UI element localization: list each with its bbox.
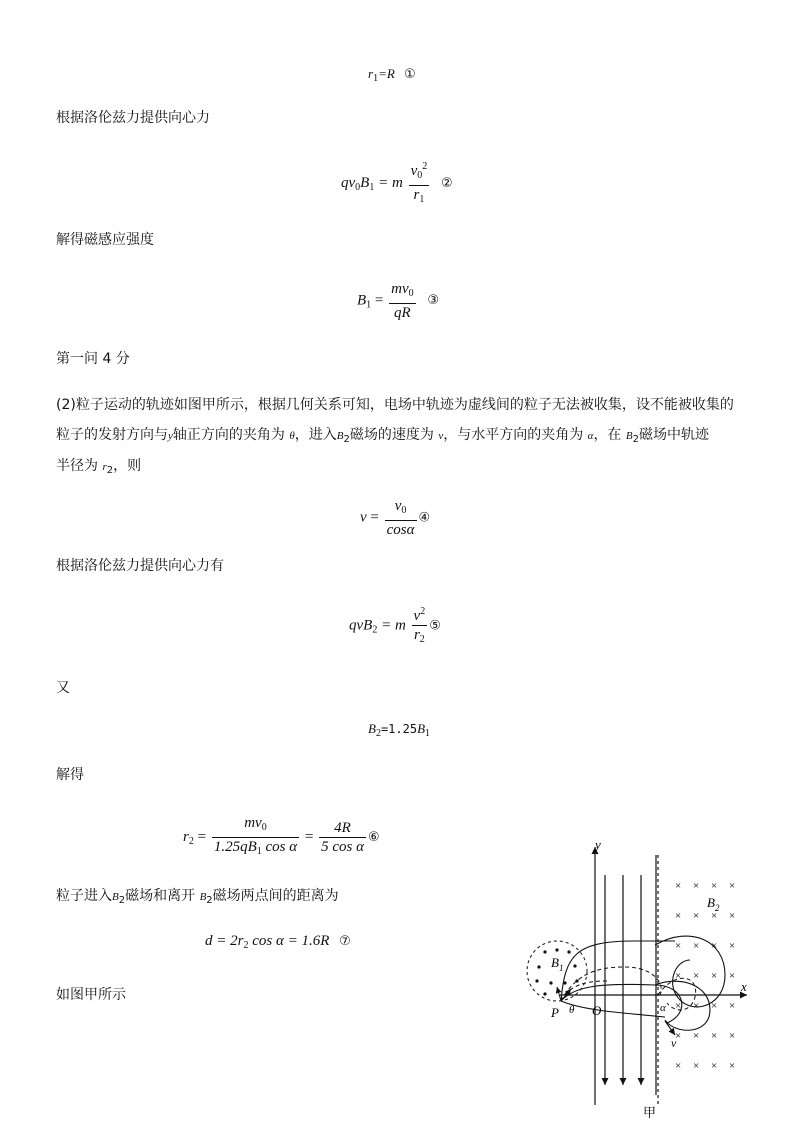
b2-cross-mark: × bbox=[711, 940, 718, 952]
b1-label bbox=[551, 955, 563, 973]
b2-cross-mark: × bbox=[675, 970, 682, 982]
eq7-number: ⑥ bbox=[367, 829, 380, 845]
equation-5 bbox=[349, 603, 441, 649]
eq4-eq: = bbox=[366, 509, 383, 526]
eq6-sub2: 1 bbox=[425, 728, 431, 739]
p4-l2a: 粒子的发射方向与 bbox=[56, 427, 168, 443]
b2-cross-mark: × bbox=[693, 1060, 700, 1072]
p8-b2-sub: 2 bbox=[118, 895, 126, 906]
eq7-eq: = bbox=[193, 828, 210, 845]
paragraph-9: 如图甲所示 bbox=[56, 987, 126, 1003]
eq7-fraction-2 bbox=[319, 819, 366, 856]
eq7-den1: 1.25qB bbox=[213, 839, 257, 855]
electric-field-lines bbox=[605, 875, 641, 1085]
eq7-den1-sub: 1 bbox=[256, 846, 262, 857]
p8-b2-second: B bbox=[199, 891, 207, 903]
eq6-b: B bbox=[368, 721, 376, 736]
equation-7 bbox=[183, 814, 380, 861]
eq8-number: ⑦ bbox=[339, 934, 351, 949]
b2-cross-mark: × bbox=[675, 1060, 682, 1072]
eq5-den-sub: 2 bbox=[419, 634, 425, 645]
eq5-sub: 2 bbox=[372, 624, 378, 636]
p4-theta: θ bbox=[289, 430, 295, 442]
eq4-number: ④ bbox=[418, 510, 431, 526]
equation-8 bbox=[205, 933, 351, 951]
b2-cross-mark: × bbox=[675, 880, 682, 892]
point-p-label: P bbox=[551, 1005, 559, 1020]
b2-cross-mark: × bbox=[693, 1030, 700, 1042]
eq2-num-top: v bbox=[410, 163, 418, 179]
eq8-tail: cos α = 1.6R bbox=[248, 933, 330, 949]
p4-l2d: 磁场的速度为 bbox=[349, 427, 434, 443]
eq7-den2: 5 cos α bbox=[321, 839, 364, 855]
b2-cross-mark: × bbox=[729, 880, 736, 892]
p4-b2-sub: 2 bbox=[343, 434, 350, 445]
eq3-number: ③ bbox=[427, 293, 440, 309]
b2-cross-mark: × bbox=[693, 1000, 700, 1012]
equation-2 bbox=[341, 158, 453, 209]
b2-cross-mark: × bbox=[711, 910, 718, 922]
eq8-sub: 2 bbox=[243, 940, 249, 951]
p4-b2-second: B bbox=[625, 430, 633, 442]
paragraph-4-line-2 bbox=[56, 425, 709, 450]
velocity-arrow bbox=[665, 1021, 675, 1035]
emission-arrow-1 bbox=[557, 987, 561, 1001]
p8-b2: B bbox=[112, 891, 119, 903]
b2-cross-mark: × bbox=[693, 910, 700, 922]
b2-cross-mark: × bbox=[729, 1030, 736, 1042]
eq1-number: ① bbox=[404, 67, 416, 82]
b1-label-sub: 1 bbox=[558, 963, 564, 973]
b2-crosses bbox=[675, 880, 735, 1072]
b2-cross-mark: × bbox=[693, 940, 700, 952]
b2-cross-mark: × bbox=[675, 910, 682, 922]
paragraph-2: 解得磁感应强度 bbox=[56, 232, 154, 248]
eq1-sub: 1 bbox=[373, 73, 379, 84]
equation-3 bbox=[357, 280, 439, 322]
eq6-rest: =1.25 bbox=[380, 722, 418, 736]
eq3-sub: 1 bbox=[366, 299, 372, 311]
eq3-b: B bbox=[357, 292, 367, 309]
p4-l3a: 半径为 bbox=[56, 458, 98, 474]
b2-cross-mark: × bbox=[693, 880, 700, 892]
b2-cross-mark: × bbox=[693, 970, 700, 982]
p4-l2e: ，与水平方向的夹角为 bbox=[443, 427, 584, 443]
p4-r: r bbox=[102, 461, 107, 473]
p4-l2g: 磁场中轨迹 bbox=[639, 427, 709, 443]
eq4-top-sub: 0 bbox=[401, 505, 407, 516]
b2-cross-mark: × bbox=[729, 1000, 736, 1012]
eq6-sub: 2 bbox=[375, 728, 381, 739]
b1-label-b: B bbox=[551, 955, 559, 970]
eq7-top1-sub: 0 bbox=[261, 822, 267, 833]
eq7-lhs: r bbox=[183, 828, 189, 845]
paragraph-6: 又 bbox=[56, 680, 70, 696]
v-label: v bbox=[671, 1036, 677, 1050]
eq7-den1-tail: cos α bbox=[261, 839, 298, 855]
p4-r-sub: 2 bbox=[106, 465, 114, 476]
eq5-fraction bbox=[412, 603, 428, 649]
figure-jia bbox=[515, 835, 755, 1125]
eq2-num-sub: 0 bbox=[417, 170, 423, 181]
b2-cross-mark: × bbox=[711, 1060, 718, 1072]
eq4-den: cosα bbox=[386, 522, 415, 538]
eq2-eq: = m bbox=[374, 174, 403, 191]
y-axis-label: y bbox=[595, 837, 601, 852]
p4-y: y bbox=[168, 430, 173, 442]
eq3-eq: = bbox=[371, 292, 388, 309]
eq5-number: ⑤ bbox=[429, 618, 441, 634]
p8b: 磁场和离开 bbox=[125, 888, 196, 904]
alpha-label: α bbox=[660, 1002, 666, 1014]
eq2-number: ② bbox=[440, 175, 453, 191]
eq1-rhs: =R bbox=[378, 66, 395, 81]
b2-cross-mark: × bbox=[729, 970, 736, 982]
p4-l2f: ，在 bbox=[593, 427, 622, 443]
paragraph-5: 根据洛伦兹力提供向心力有 bbox=[56, 558, 224, 574]
p8-b2-sub-second: 2 bbox=[206, 895, 213, 906]
eq5-top: v bbox=[413, 608, 421, 624]
eq2-fraction bbox=[409, 158, 430, 209]
eq5-eq: = m bbox=[377, 617, 406, 634]
p4-l2b: 轴正方向的夹角为 bbox=[172, 427, 285, 443]
b2-cross-mark: × bbox=[711, 880, 718, 892]
p4-b2: B bbox=[336, 430, 344, 442]
eq4-fraction bbox=[385, 497, 417, 539]
eq7-top2: 4R bbox=[319, 819, 366, 838]
eq2-lhs: qv bbox=[341, 174, 356, 191]
eq7-eq2: = bbox=[301, 828, 318, 845]
b2-cross-mark: × bbox=[711, 970, 718, 982]
p4-alpha: α bbox=[587, 430, 594, 442]
eq7-lhs-sub: 2 bbox=[188, 835, 194, 847]
p8c: 磁场两点间的距离为 bbox=[212, 888, 339, 904]
equation-4 bbox=[360, 497, 430, 539]
origin-o-label: O bbox=[592, 1003, 602, 1018]
b2-cross-mark: × bbox=[675, 1030, 682, 1042]
b2-label-b: B bbox=[707, 895, 715, 910]
b2-cross-mark: × bbox=[729, 940, 736, 952]
paragraph-4-line-3 bbox=[56, 456, 141, 481]
eq3-top: mv bbox=[391, 281, 409, 297]
p4-l3b: ，则 bbox=[113, 458, 142, 474]
eq3-top-sub: 0 bbox=[408, 288, 414, 299]
b2-cross-mark: × bbox=[675, 940, 682, 952]
eq8-text: d = 2r bbox=[205, 933, 244, 949]
b2-cross-mark: × bbox=[729, 1060, 736, 1072]
eq2-num-sup: 2 bbox=[422, 161, 428, 172]
eq3-fraction bbox=[389, 280, 416, 322]
figure-caption: 甲 bbox=[643, 1105, 657, 1120]
eq1-lhs: r bbox=[368, 66, 374, 81]
b2-cross-mark: × bbox=[675, 1000, 682, 1012]
x-axis-label: x bbox=[741, 979, 747, 994]
eq7-fraction-1 bbox=[212, 814, 299, 861]
p4-b2-sub-second: 2 bbox=[632, 434, 639, 445]
b2-cross-mark: × bbox=[711, 1000, 718, 1012]
paragraph-3: 第一问 4 分 bbox=[56, 351, 130, 367]
b2-label-sub: 2 bbox=[714, 903, 720, 913]
eq2-sub0: 0 bbox=[355, 181, 361, 193]
equation-1 bbox=[368, 66, 416, 84]
p4-l2c: ，进入 bbox=[294, 427, 337, 443]
theta-label: θ bbox=[569, 1004, 575, 1016]
paragraph-7: 解得 bbox=[56, 767, 84, 783]
eq2-den-sub: 1 bbox=[419, 194, 425, 205]
eq2-den: r bbox=[413, 187, 420, 203]
p8a: 粒子进入 bbox=[56, 888, 112, 904]
p4-v: v bbox=[438, 430, 444, 442]
eq6-b2: B bbox=[417, 721, 426, 736]
paragraph-1: 根据洛伦兹力提供向心力 bbox=[56, 110, 210, 126]
b2-cross-mark: × bbox=[711, 1030, 718, 1042]
eq5-den: r bbox=[413, 627, 420, 643]
eq2-b: B bbox=[360, 174, 370, 191]
eq5-lhs: qvB bbox=[349, 617, 373, 634]
eq4-top: v bbox=[394, 498, 402, 514]
paragraph-8 bbox=[56, 886, 339, 911]
eq7-top1: mv bbox=[244, 815, 262, 831]
eq5-top-sup: 2 bbox=[420, 606, 426, 617]
paragraph-4-line-1: (2)粒子运动的轨迹如图甲所示，根据几何关系可知，电场中轨迹为虚线间的粒子无法被收集，设不能被收集的 bbox=[56, 397, 734, 413]
eq3-den: qR bbox=[394, 305, 411, 321]
equation-6 bbox=[368, 721, 430, 739]
eq2-sub1: 1 bbox=[369, 181, 375, 193]
eq4-lhs: v bbox=[360, 509, 367, 526]
b2-cross-mark: × bbox=[729, 910, 736, 922]
